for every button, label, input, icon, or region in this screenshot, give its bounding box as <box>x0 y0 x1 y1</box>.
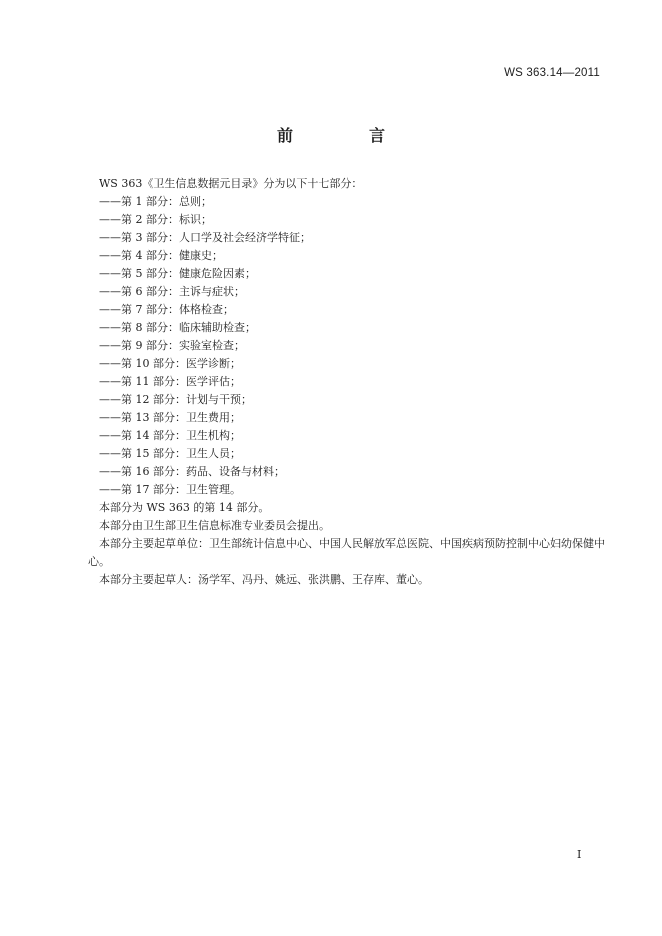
list-item: ——第 16 部分：药品、设备与材料； <box>99 465 285 478</box>
list-item: ——第 10 部分：医学诊断； <box>99 357 241 370</box>
list-item: ——第 8 部分：临床辅助检查； <box>99 321 256 334</box>
list-item: ——第 4 部分：健康史； <box>99 249 223 262</box>
list-item: ——第 11 部分：医学评估； <box>99 375 241 388</box>
list-item: ——第 6 部分：主诉与症状； <box>99 285 245 298</box>
parts-list <box>88 193 608 499</box>
list-item: ——第 17 部分：卫生管理。 <box>99 483 241 496</box>
list-item: ——第 14 部分：卫生机构； <box>99 429 241 442</box>
preface-body <box>88 175 608 589</box>
list-item: ——第 7 部分：体格检查； <box>99 303 234 316</box>
standard-number: WS 363.14—2011 <box>504 67 600 79</box>
part-statement-paragraph: 本部分为 WS 363 的第 14 部分。 <box>99 501 270 514</box>
list-item: ——第 12 部分：计划与干预； <box>99 393 252 406</box>
drafters-paragraph: 本部分主要起草人：汤学军、冯丹、姚远、张洪鹏、王存库、董心。 <box>99 573 429 586</box>
intro-paragraph: WS 363《卫生信息数据元目录》分为以下十七部分： <box>99 177 363 190</box>
drafting-units-paragraph: 本部分主要起草单位：卫生部统计信息中心、中国人民解放军总医院、中国疾病预防控制中心妇幼保健中心。 <box>88 537 605 568</box>
page-title: 前 言 <box>276 126 415 145</box>
list-item: ——第 15 部分：卫生人员； <box>99 447 241 460</box>
list-item: ——第 2 部分：标识； <box>99 213 212 226</box>
proposer-paragraph: 本部分由卫生部卫生信息标准专业委员会提出。 <box>99 519 330 532</box>
list-item: ——第 1 部分：总则； <box>99 195 212 208</box>
list-item: ——第 3 部分：人口学及社会经济学特征； <box>99 231 311 244</box>
list-item: ——第 13 部分：卫生费用； <box>99 411 241 424</box>
list-item: ——第 5 部分：健康危险因素； <box>99 267 256 280</box>
page-number: I <box>577 848 582 861</box>
list-item: ——第 9 部分：实验室检查； <box>99 339 245 352</box>
